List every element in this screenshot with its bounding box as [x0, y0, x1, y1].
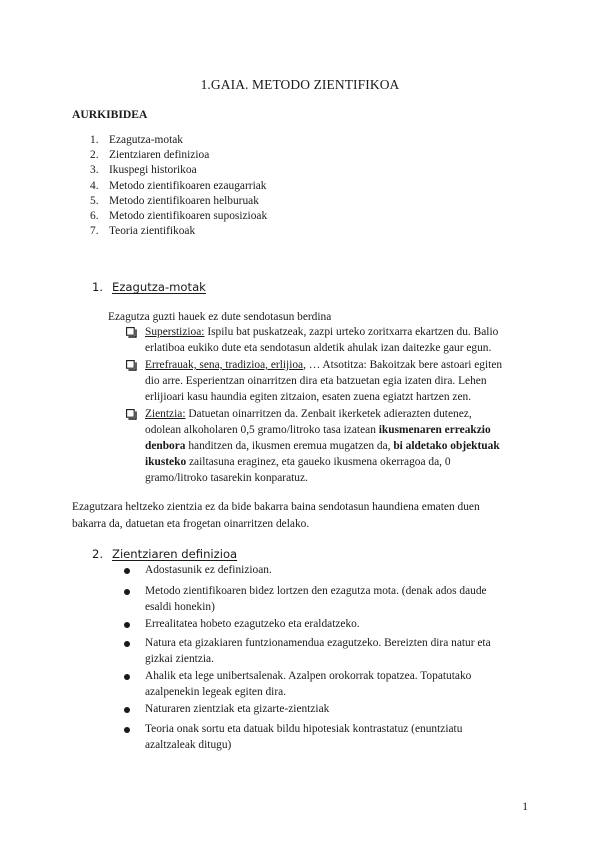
item-text-bold: bi aldetako objektuak	[393, 440, 500, 452]
bullet-icon	[124, 727, 130, 733]
list-item-line: Adostasunik ez definizioan.	[145, 564, 272, 576]
toc-item-label: Ezagutza-motak	[109, 134, 184, 146]
bullet-icon	[124, 589, 130, 595]
item-text: , … Atsotitza: Bakoitzak bere astoari egiten	[303, 359, 503, 371]
list-item-line	[145, 439, 500, 455]
toc-item-number: 4.	[90, 179, 99, 192]
toc-item	[90, 194, 267, 209]
toc-item	[90, 209, 267, 224]
bullet-icon	[124, 568, 130, 574]
list-item-line: azaltzaleak ditugu)	[145, 739, 232, 751]
list-item-line: esaldi honekin)	[145, 601, 215, 613]
list-item-line: gramo/litroko tasarekin konparatuz.	[145, 472, 308, 484]
checkbox-bullet-icon	[126, 360, 137, 371]
section-number: 2.	[92, 547, 104, 561]
bullet-icon	[124, 641, 130, 647]
toc-item-number: 2.	[90, 149, 99, 162]
page-title: 1.GAIA. METODO ZIENTIFIKOA	[200, 77, 400, 92]
toc-item-label: Metodo zientifikoaren ezaugarriak	[109, 179, 267, 192]
section-2-heading	[92, 547, 237, 561]
item-text-bold: ikusmenaren erreakzio	[378, 424, 491, 436]
bullet-icon	[124, 707, 130, 713]
toc-heading: AURKIBIDEA	[72, 108, 148, 121]
paragraph-line: Ezagutzara heltzeko zientzia ez da bide bakarra baina sendotasun haundiena ematen duen	[72, 501, 480, 513]
toc-item	[90, 163, 267, 178]
toc-item	[90, 224, 267, 239]
list-item-line: Errealitatea hobeto ezagutzeko eta eraldatzeko.	[145, 618, 360, 630]
toc-item	[90, 148, 267, 163]
list-item-line: gizkai zientzia.	[145, 653, 214, 665]
list-item-line: azalpenekin legeak egiten dira.	[145, 686, 287, 698]
item-text-bold: denbora	[145, 440, 186, 452]
item-term: Superstizioa:	[145, 326, 205, 338]
toc-item-label: Metodo zientifikoaren suposizioak	[109, 209, 268, 222]
list-item-line: erlatiboa eukiko dute eta sendotasun aldetik ahulak izan daitezke gaur egun.	[145, 342, 492, 354]
list-item-line: Metodo zientifikoaren bidez lortzen den ezagutza mota. (denak ados daude	[145, 585, 487, 597]
list-item-line	[145, 325, 498, 341]
checkbox-bullet-icon	[126, 327, 137, 338]
list-item-line	[145, 407, 472, 423]
toc-item-number: 6.	[90, 209, 99, 222]
list-item-line: Ahalik eta lege unibertsalenak. Azalpen orokorrak topatzea. Topatutako	[145, 670, 472, 682]
item-term: Errefrauak, sena, tradizioa, erlijioa	[145, 359, 304, 371]
list-item-line	[145, 423, 491, 439]
toc-item-label: Ikuspegi historikoa	[109, 164, 197, 177]
list-item-line: erlijioari kasu haundia egiten zitzaion, esaten zuena egiatzt hartzen zen.	[145, 391, 472, 403]
list-item-line: Naturaren zientziak eta gizarte-zientziak	[145, 703, 330, 715]
item-text: zailtasuna eraginez, eta gaueko ikusmena okerragoa da, 0	[186, 456, 451, 468]
item-text: Datuetan oinarritzen da. Zenbait ikerketek adierazten dutenez,	[185, 408, 472, 420]
paragraph-line: bakarra da, datuetan eta frogetan oinarritzen delako.	[72, 518, 310, 530]
toc-item	[90, 179, 267, 194]
toc-item-number: 1.	[90, 134, 99, 146]
item-text: Ispilu bat puskatzeak, zazpi urteko zoritxarra ekartzen du. Balio	[204, 326, 499, 338]
section-title: Ezagutza-motak	[112, 280, 206, 294]
item-text: odolean alkoholaren 0,5 gramo/litroko tasa izatean	[145, 424, 379, 436]
list-item-line: dio arre. Esperientzan oinarritzen dira eta batzuetan egia izaten dira. Lehen	[145, 375, 487, 387]
item-text: handitzen da, ikusmen eremua mugatzen da,	[185, 440, 394, 452]
toc-item-number: 3.	[90, 164, 99, 177]
section-number: 1.	[92, 280, 104, 294]
section-1-intro: Ezagutza guzti hauek ez dute sendotasun berdina	[108, 311, 332, 323]
toc-item-label: Zientziaren definizioa	[109, 149, 210, 162]
bullet-icon	[124, 674, 130, 680]
list-item-line	[145, 455, 451, 471]
checkbox-bullet-icon	[126, 409, 137, 420]
toc-item-number: 5.	[90, 194, 99, 207]
list-item-line: Natura eta gizakiaren funtzionamendua ezagutzeko. Bereizten dira natur eta	[145, 637, 491, 649]
item-term: Zientzia:	[145, 408, 186, 420]
table-of-contents	[90, 133, 267, 239]
section-1-heading	[92, 280, 206, 294]
toc-item-label: Teoria zientifikoak	[109, 225, 196, 238]
toc-item	[90, 133, 267, 148]
page-number: 1	[522, 801, 528, 813]
bullet-icon	[124, 622, 130, 628]
list-item-line	[145, 358, 502, 374]
section-title: Zientziaren definizioa	[112, 547, 238, 561]
list-item-line: Teoria onak sortu eta datuak bildu hipotesiak kontrastatuz (enuntziatu	[145, 723, 463, 735]
item-text-bold: ikusteko	[145, 456, 187, 468]
toc-item-number: 7.	[90, 225, 99, 238]
toc-item-label: Metodo zientifikoaren helburuak	[109, 194, 259, 207]
